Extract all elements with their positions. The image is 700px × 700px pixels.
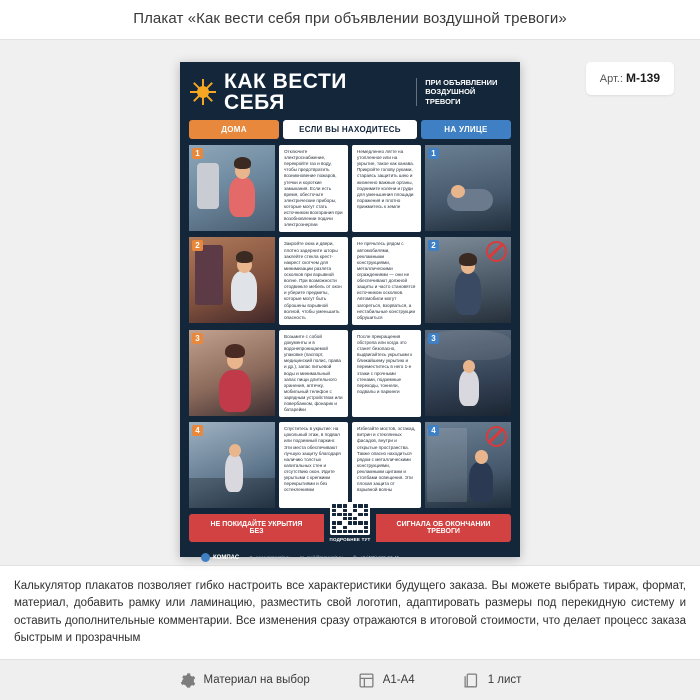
row-number: 2 [428,240,439,251]
illustration-street-2 [425,237,511,323]
article-badge [586,62,674,95]
row-text-home: Закройте окна и двери, плотно задерните шторы заклейте стекла крест-накрест скотчем для минимизации разлета осколков при взрывной волне. При возможности отодвиньте мебель от окон и уберите предметы, которые могут быть сброшены взрывной волной, чтобы уменьшить опасность [279,237,348,324]
illustration-home-2 [189,237,275,323]
article-value: М-139 [625,71,660,85]
poster-row [189,145,511,232]
poster-footer [180,514,520,568]
column-header-home: ДОМА [189,120,279,139]
site-url: www.mmagnit.ru [256,555,290,561]
row-number: 1 [192,148,203,159]
row-text-street: Немедленно лягте на утопленное или на укрытие, такое как канава. Прикройте голову руками, стараясь защитить шею и жизненно важные органы, поднимите колени и груди для уменьшения площади поражения и плотно прижмитесь к земле [352,145,421,232]
poster-title: КАК ВЕСТИ СЕБЯ [224,70,347,114]
row-text-home: Отключите электроснабжение, перекройте газ и воду, чтобы предотвратить возникновение пожаров, утечки и короткие замыкания. Если есть время, обесточьте электрические приборы, которые могут стать источником возгорания при возобновлении подачи электроэнергии [279,145,348,232]
row-number: 3 [428,333,439,344]
page-title: Плакат «Как вести себя при объявлении воздушной тревоги» [133,10,567,27]
format-label: А1-А4 [382,674,415,686]
spec-material [179,672,310,689]
sheet-icon [463,672,480,689]
poster-image[interactable] [180,62,520,561]
contact-site [249,555,290,561]
column-headers [180,120,520,145]
spec-sheets [463,672,522,689]
poster-subtitle: ПРИ ОБЪЯВЛЕНИИ ВОЗДУШНОЙ ТРЕВОГИ [416,78,510,106]
illustration-home-1 [189,145,275,231]
format-icon [358,672,375,689]
column-header-middle: ЕСЛИ ВЫ НАХОДИТЕСЬ [283,120,417,139]
preview-stage [0,39,700,566]
phone-icon: ✆ [352,554,357,560]
phone-number: +7 (495) 215-53-45 [359,555,400,561]
illustration-street-4 [425,422,511,508]
poster-row [189,330,511,417]
sheets-label: 1 лист [487,674,522,686]
row-number: 2 [192,240,203,251]
qr-code-icon[interactable] [330,502,370,535]
qr-block[interactable] [324,502,376,542]
row-text-home: Спуститесь в укрытие: на цокольный этаж, в подвал или подземный паркинг. Эти места обеспечивают лучшую защиту благодаря наличию толстых капитальных стен и отсутствию окон. Идите укрытыми с крепкими перекрытиями и без остеклениями [279,422,348,508]
poster-header [180,62,520,120]
poster-rows [180,145,520,514]
poster-row [189,237,511,324]
brand-name: КОМПАС [213,554,240,561]
contact-phone [353,555,399,561]
compass-icon [201,553,210,562]
footer-banner-right: СИГНАЛА ОБ ОКОНЧАНИИ ТРЕВОГИ [376,514,511,542]
row-text-home: Возьмите с собой документы и в водонепроницаемой упаковке (паспорт, медицинский полис, права и др.), запас питьевой воды и минимальный запас пищи длительного хранения, аптечку, мобильный телефон с зарядным устройством или повербанком, фонарик и батарейки [279,330,348,417]
row-number: 3 [192,333,203,344]
row-text-street: Не прячьтесь рядом с автомобилями, рекламными конструкциями, металлическими ограждениями — они не обеспечивают должной защиты и часто становятся источником осколков. Автомобили могут загореться, взорваться, а нестабильные конструкции обрушиться [352,237,421,324]
brand-logo [201,553,239,562]
email-address: mail@mmagnit.ru [306,555,343,561]
material-label: Материал на выбор [203,674,310,686]
product-description: Калькулятор плакатов позволяет гибко настроить все характеристики будущего заказа. Вы можете выбрать тираж, формат, материал, добавить рамку или ламинацию, разместить свой логотип, адаптировать размеры под перекидную систему и оставить дополнительные комментарии. Все изменения сразу отражаются в итоговой стоимости, что делает процесс заказа быстрым и прозрачным [14,580,686,644]
illustration-home-4 [189,422,275,508]
mail-icon: ✉ [299,554,304,560]
poster-row [189,422,511,508]
row-text-street: После прекращения обстрела или когда это станет безопасно, выдвигайтесь укрытыми к ближайшему укрытию и переместитесь в него 1-е этажи с прочными стенами, подземные переходы, тоннели, подвалы и паркинги [352,330,421,417]
globe-icon: ⊕ [249,554,254,560]
qr-caption: ПОДРОБНЕЕ ТУТ [329,537,371,543]
row-number: 1 [428,148,439,159]
poster-contacts [189,548,511,568]
gear-icon [179,672,196,689]
spec-format [358,672,415,689]
footer-banner-left: НЕ ПОКИДАЙТЕ УКРЫТИЯ БЕЗ [189,514,324,542]
row-text-street: Избегайте мостов, эстакад, витрин и стеклянных фасадов, внутри и открытые пространства. Также опасно находиться рядом с металлическими конструкциями, рекламными щитами и столбами освещения. Эти плохая защита от взрывной волны [352,422,421,508]
row-number: 4 [428,425,439,436]
illustration-street-3 [425,330,511,416]
illustration-street-1 [425,145,511,231]
row-number: 4 [192,425,203,436]
illustration-home-3 [189,330,275,416]
column-header-street: НА УЛИЦЕ [421,120,511,139]
contact-email [300,555,343,561]
spec-footer-bar [0,659,700,700]
alarm-sun-icon [190,79,216,105]
article-label: Арт.: [599,73,623,85]
